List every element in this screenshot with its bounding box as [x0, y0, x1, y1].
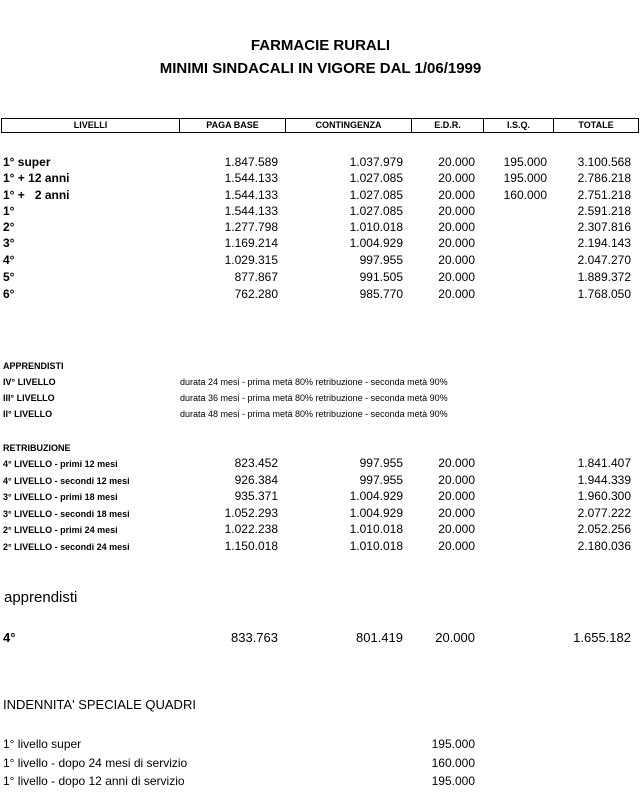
table-row: [0, 756, 641, 772]
header-paga-base: PAGA BASE: [180, 119, 286, 132]
table-row: [0, 171, 641, 187]
isq-value: 195.000: [503, 171, 547, 185]
header-contingenza: CONTINGENZA: [286, 119, 412, 132]
contingenza-value: 1.010.018: [349, 522, 403, 536]
paga-base-value: 1.544.133: [224, 204, 278, 218]
paga-base-value: 877.867: [234, 270, 278, 284]
apprendisti-note: durata 36 mesi - prima metà 80% retribuzione - seconda metà 90%: [180, 393, 448, 403]
contingenza-value: 1.004.929: [349, 236, 403, 250]
paga-base-value: 1.022.238: [224, 522, 278, 536]
table-header: [1, 118, 639, 133]
edr-value: 20.000: [438, 473, 475, 487]
totale-value: 2.194.143: [577, 236, 631, 250]
table-row: [0, 188, 641, 204]
edr-value: 20.000: [435, 630, 475, 645]
table-row: [0, 522, 641, 538]
totale-value: 2.180.036: [577, 539, 631, 553]
table-row: [0, 287, 641, 303]
paga-base-value: 1.847.589: [224, 155, 278, 169]
quadri-label: 1° livello - dopo 12 anni di servizio: [3, 774, 185, 788]
table-row: [0, 204, 641, 220]
totale-value: 1.944.339: [577, 473, 631, 487]
contingenza-value: 1.010.018: [349, 539, 403, 553]
table-row: [0, 253, 641, 269]
contingenza-value: 801.419: [356, 630, 403, 645]
edr-value: 20.000: [438, 456, 475, 470]
edr-value: 20.000: [438, 188, 475, 202]
level-label: 5°: [3, 270, 15, 284]
paga-base-value: 1.277.798: [224, 220, 278, 234]
paga-base-value: 1.052.293: [224, 506, 278, 520]
totale-value: 1.768.050: [577, 287, 631, 301]
retribuzione-heading: RETRIBUZIONE: [3, 443, 71, 453]
retribuzione-label: 2° LIVELLO - secondi 24 mesi: [3, 542, 130, 552]
totale-value: 2.591.218: [577, 204, 631, 218]
contingenza-value: 997.955: [359, 253, 403, 267]
contingenza-value: 1.004.929: [349, 506, 403, 520]
totale-value: 3.100.568: [577, 155, 631, 169]
contingenza-value: 991.505: [359, 270, 403, 284]
table-row: [0, 236, 641, 252]
quadri-label: 1° livello super: [3, 737, 82, 751]
page-title: FARMACIE RURALI: [250, 37, 391, 54]
apprendisti-heading: APPRENDISTI: [3, 361, 64, 371]
isq-value: 195.000: [503, 155, 547, 169]
edr-value: 20.000: [438, 155, 475, 169]
retribuzione-label: 4° LIVELLO - primi 12 mesi: [3, 459, 118, 469]
edr-value: 20.000: [438, 171, 475, 185]
contingenza-value: 1.037.979: [349, 155, 403, 169]
contingenza-value: 1.004.929: [349, 489, 403, 503]
header-totale: TOTALE: [578, 120, 614, 130]
table-row: [0, 473, 641, 489]
level-label: 4°: [3, 253, 15, 267]
level-label: 3°: [3, 236, 15, 250]
table-row: [0, 737, 641, 753]
contingenza-value: 1.027.085: [349, 204, 403, 218]
header-edr: E.D.R.: [412, 119, 484, 132]
edr-value: 20.000: [438, 236, 475, 250]
paga-base-value: 762.280: [234, 287, 278, 301]
table-row: [0, 630, 641, 646]
totale-value: 2.047.270: [577, 253, 631, 267]
contingenza-value: 997.955: [359, 473, 403, 487]
table-row: [0, 506, 641, 522]
edr-value: 20.000: [438, 287, 475, 301]
apprendisti-lower-heading: apprendisti: [4, 589, 78, 606]
apprendisti-level-label: IV° LIVELLO: [3, 377, 56, 387]
retribuzione-label: 3° LIVELLO - secondi 18 mesi: [3, 509, 130, 519]
edr-value: 20.000: [438, 489, 475, 503]
totale-value: 2.052.256: [577, 522, 631, 536]
totale-value: 1.889.372: [577, 270, 631, 284]
edr-value: 20.000: [438, 253, 475, 267]
totale-value: 2.751.218: [577, 188, 631, 202]
totale-value: 1.841.407: [577, 456, 631, 470]
header-livelli: LIVELLI: [2, 119, 180, 132]
paga-base-value: 1.544.133: [224, 188, 278, 202]
retribuzione-label: 2° LIVELLO - primi 24 mesi: [3, 525, 118, 535]
paga-base-value: 1.544.133: [224, 171, 278, 185]
level-label: 6°: [3, 287, 15, 301]
isq-value: 160.000: [503, 188, 547, 202]
level-label: 1° super: [3, 155, 51, 169]
table-row: [0, 456, 641, 472]
edr-value: 20.000: [438, 270, 475, 284]
level-label: 4°: [3, 630, 16, 645]
paga-base-value: 935.371: [234, 489, 278, 503]
table-row: [0, 155, 641, 171]
paga-base-value: 1.150.018: [224, 539, 278, 553]
table-row: [0, 220, 641, 236]
retribuzione-label: 3° LIVELLO - primi 18 mesi: [3, 492, 118, 502]
level-label: 1°: [3, 204, 15, 218]
edr-value: 20.000: [438, 506, 475, 520]
paga-base-value: 1.029.315: [224, 253, 278, 267]
table-row: [0, 270, 641, 286]
table-row: [0, 539, 641, 555]
level-label: 2°: [3, 220, 15, 234]
quadri-label: 1° livello - dopo 24 mesi di servizio: [3, 756, 188, 770]
paga-base-value: 1.169.214: [224, 236, 278, 250]
header-isq: I.S.Q.: [484, 119, 554, 132]
edr-value: 20.000: [438, 204, 475, 218]
paga-base-value: 823.452: [234, 456, 278, 470]
retribuzione-label: 4° LIVELLO - secondi 12 mesi: [3, 476, 130, 486]
level-label: 1° + 2 anni: [3, 188, 70, 202]
apprendisti-note: durata 48 mesi - prima metà 80% retribuzione - seconda metà 90%: [180, 409, 448, 419]
page-subtitle: MINIMI SINDACALI IN VIGORE DAL 1/06/1999: [159, 60, 482, 77]
edr-value: 20.000: [438, 220, 475, 234]
quadri-value: 195.000: [431, 737, 475, 751]
quadri-value: 160.000: [431, 756, 475, 770]
totale-value: 2.786.218: [577, 171, 631, 185]
contingenza-value: 1.027.085: [349, 188, 403, 202]
contingenza-value: 1.010.018: [349, 220, 403, 234]
totale-value: 2.307.816: [577, 220, 631, 234]
quadri-value: 195.000: [431, 774, 475, 788]
quadri-heading: INDENNITA' SPECIALE QUADRI: [3, 697, 196, 712]
edr-value: 20.000: [438, 522, 475, 536]
totale-value: 2.077.222: [577, 506, 631, 520]
table-row: [0, 489, 641, 505]
paga-base-value: 926.384: [234, 473, 278, 487]
paga-base-value: 833.763: [231, 630, 278, 645]
apprendisti-note: durata 24 mesi - prima metà 80% retribuzione - seconda metà 90%: [180, 377, 448, 387]
contingenza-value: 997.955: [359, 456, 403, 470]
contingenza-value: 1.027.085: [349, 171, 403, 185]
totale-value: 1.960.300: [577, 489, 631, 503]
level-label: 1° + 12 anni: [3, 171, 70, 185]
edr-value: 20.000: [438, 539, 475, 553]
totale-value: 1.655.182: [573, 630, 631, 645]
apprendisti-level-label: III° LIVELLO: [3, 393, 55, 403]
table-row: [0, 774, 641, 790]
contingenza-value: 985.770: [359, 287, 403, 301]
apprendisti-level-label: II° LIVELLO: [3, 409, 53, 419]
